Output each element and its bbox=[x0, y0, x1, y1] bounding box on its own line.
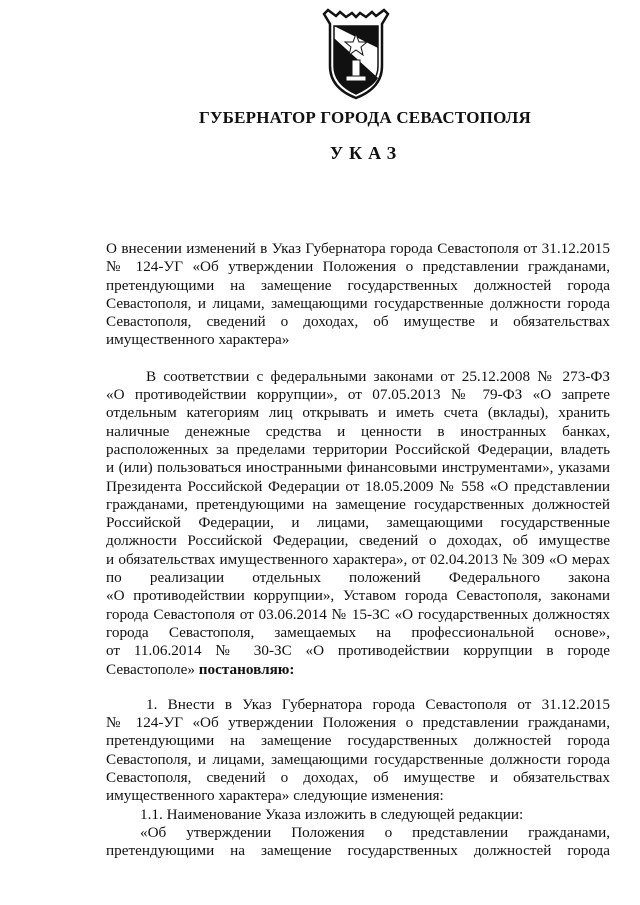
document-body bbox=[106, 240, 610, 861]
preamble-line: наличные денежные средства и ценности в иностранных банках, bbox=[106, 422, 610, 440]
item-1-line: Севастополя, сведений о доходах, об имуществе и обязательствах bbox=[106, 769, 610, 787]
title-line: Севастополя, сведений о доходах, об имуществе и обязательствах bbox=[106, 313, 610, 331]
quoted-title-line: «Об утверждении Положения о представлении гражданами, bbox=[140, 823, 610, 841]
preamble-line: расположенных за пределами территории Российской Федерации, владеть bbox=[106, 440, 610, 458]
item-1-line: 1. Внести в Указ Губернатора города Севастополя от 31.12.2015 bbox=[146, 695, 610, 713]
preamble-line: и (или) пользоваться иностранными финансовыми инструментами», указами bbox=[106, 459, 610, 477]
title-line: имущественного характера» bbox=[106, 331, 290, 349]
item-1-line: имущественного характера» следующие изменения: bbox=[106, 787, 444, 805]
title-line: № 124-УГ «Об утверждении Положения о представлении гражданами, bbox=[106, 258, 610, 276]
issuer-title: ГУБЕРНАТОР ГОРОДА СЕВАСТОПОЛЯ bbox=[198, 108, 531, 127]
preamble-line: Российской Федерации, и лицами, замещающими государственные bbox=[106, 514, 610, 532]
quoted-title-line: претендующими на замещение государственных должностей города bbox=[106, 842, 610, 860]
document-type: УКАЗ bbox=[329, 143, 403, 163]
decree-verb: постановляю: bbox=[198, 660, 295, 678]
preamble-line: Президента Российской Федерации от 18.05.2009 № 558 «О представлении bbox=[106, 477, 610, 495]
preamble-line: по реализации отдельных положений Федерального закона bbox=[106, 569, 610, 587]
preamble-line: «О противодействии коррупции», Уставом города Севастополя, законами bbox=[106, 587, 610, 605]
preamble-last-text: Севастополе» bbox=[106, 660, 195, 678]
title-line: О внесении изменений в Указ Губернатора города Севастополя от 31.12.2015 bbox=[106, 240, 610, 257]
title-line: претендующими на замещение государственных должностей города bbox=[106, 276, 610, 294]
item-1-line: № 124-УГ «Об утверждении Положения о представлении гражданами, bbox=[106, 714, 610, 732]
preamble-line: должности Российской Федерации, сведений о доходах, об имуществе bbox=[106, 532, 610, 550]
preamble-line: от 11.06.2014 № 30-ЗС «О противодействии коррупции в городе bbox=[106, 642, 610, 660]
preamble-line: «О противодействии коррупции», от 07.05.2013 № 79-ФЗ «О запрете bbox=[106, 386, 610, 404]
preamble-line: гражданами, претендующими на замещение государственных должностей bbox=[106, 495, 610, 513]
preamble-line: города Севастополя от 03.06.2014 № 15-ЗС «О государственных должностях bbox=[106, 605, 610, 623]
preamble-line: отдельным категориям лиц открывать и иметь счета (вклады), хранить bbox=[106, 404, 610, 422]
preamble-last-line bbox=[106, 661, 610, 679]
preamble-line: города Севастополя, замещаемых на профессиональной основе», bbox=[106, 623, 610, 641]
preamble-line: и обязательствах имущественного характера», от 02.04.2013 № 309 «О мерах bbox=[106, 550, 610, 568]
item-1-1-line: 1.1. Наименование Указа изложить в следующей редакции: bbox=[140, 805, 524, 823]
preamble-line: В соответствии с федеральными законами от 25.12.2008 № 273-ФЗ bbox=[146, 367, 610, 385]
title-line: Севастополя, и лицами, замещающими государственные должности города bbox=[106, 294, 610, 312]
item-1-line: претендующими на замещение государственных должностей города bbox=[106, 732, 610, 750]
item-1-line: Севастополя, и лицами, замещающими государственные должности города bbox=[106, 750, 610, 768]
sevastopol-coat-of-arms-icon bbox=[306, 8, 406, 100]
